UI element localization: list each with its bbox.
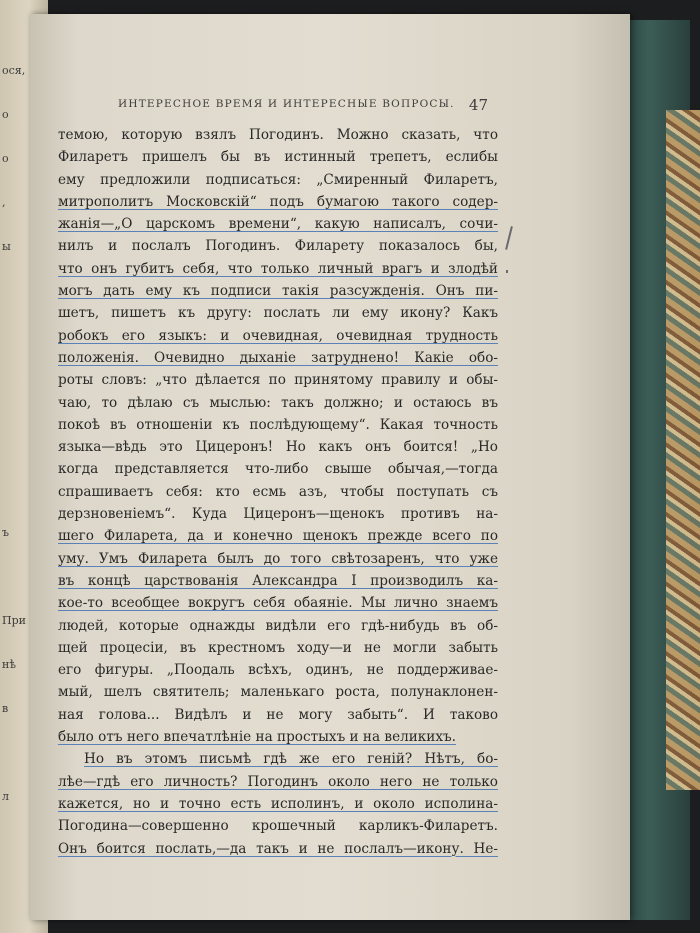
text-line: могъ дать ему къ подписи такія разсужденія. Онъ пи- — [58, 283, 498, 300]
text-line: когда представляется что-либо свыше обычая,—тогда — [58, 461, 498, 478]
text-line: жанія—„О царскомъ времени“, какую написалъ, сочи- — [58, 216, 498, 233]
text-line: кое-то всеобщее вокругъ себя обаяніе. Мы лично знаемъ — [58, 595, 498, 612]
text-line: роты словъ: „что дѣлается по принятому правилу и обы- — [58, 372, 498, 389]
text-line: въ концѣ царствованія Александра I производилъ ка- — [58, 572, 498, 589]
text-line: мый, шелъ святитель; маленькаго роста, полунаклонен- — [58, 684, 498, 701]
text-line: Погодина—совершенно крошечный карликъ-Филаретъ. — [58, 818, 498, 835]
text-line: темою, которую взялъ Погодинъ. Можно сказать, что — [58, 127, 498, 143]
marbled-endpaper — [666, 110, 700, 790]
left-page-fragment: ося, о о , ы ъ При нѣ в л — [2, 64, 26, 803]
text-line: Онъ боится послать,—да такъ и не послалъ—икону. Не- — [58, 840, 498, 857]
text-line: робокъ его языкъ: и очевидная, очевидная трудность — [58, 327, 498, 344]
text-line: чаю, то дѣлаю съ мыслью: такъ должно; и остаюсь въ — [58, 394, 498, 411]
text-line: что онъ губитъ себя, что только личный врагъ и злодѣй — [58, 260, 498, 277]
text-line: Но въ этомъ письмѣ гдѣ же его геній? Нѣтъ, бо- — [84, 751, 498, 768]
text-line: было отъ него впечатлѣніе на простыхъ и на великихъ. — [58, 729, 457, 746]
text-line: митрополитъ Московскій“ подъ бумагою такого содер- — [58, 193, 498, 210]
body-text — [58, 124, 498, 860]
text-line: Филаретъ пришелъ бы въ истинный трепетъ, еслибы — [58, 149, 498, 166]
text-line: щей процесіи, въ крестномъ ходу—и не могли забыть — [58, 639, 498, 656]
text-line: языка—вѣдь это Цицеронъ! Но какъ онъ боится! „Но — [58, 439, 498, 456]
text-line: уму. Умъ Филарета былъ до того свѣтозаренъ, что уже — [58, 550, 498, 567]
text-line: шего Филарета, да и конечно щенокъ прежде всего по — [58, 528, 498, 545]
text-line: покоѣ въ отношеніи къ послѣдующему“. Какая точность — [58, 416, 498, 433]
text-line: ная голова... Видѣлъ и не могу забыть“. И таково — [58, 706, 498, 723]
text-line: ему предложили подписаться: „Смиренный Филаретъ, — [58, 171, 498, 188]
text-line: положенія. Очевидно дыханіе затруднено! Какіе обо- — [58, 349, 498, 366]
text-line: лѣе—гдѣ его личность? Погодинъ около него не только — [58, 773, 498, 790]
text-line: шетъ, пишетъ къ другу: послать ли ему икону? Какъ — [58, 305, 498, 322]
text-line: спрашиваетъ себя: кто есмь азъ, чтобы поступать съ — [58, 483, 498, 500]
text-line: нилъ и послалъ Погодинъ. Филарету показалось бы, — [58, 238, 498, 255]
pencil-margin-dot — [506, 270, 508, 273]
text-line: людей, которые однажды видѣли его гдѣ-нибудь въ об- — [58, 617, 498, 634]
running-head: ИНТЕРЕСНОЕ ВРЕМЯ И ИНТЕРЕСНЫЕ ВОПРОСЫ. — [118, 98, 455, 110]
text-line: дерзновеніемъ“. Куда Цицеронъ—щенокъ противъ на- — [58, 506, 498, 523]
page-number: 47 — [468, 96, 488, 114]
text-line: кажется, но и точно есть исполинъ, и около исполина- — [58, 795, 498, 812]
text-line: его фигуры. „Поодаль всѣхъ, одинъ, не поддерживае- — [58, 662, 498, 679]
